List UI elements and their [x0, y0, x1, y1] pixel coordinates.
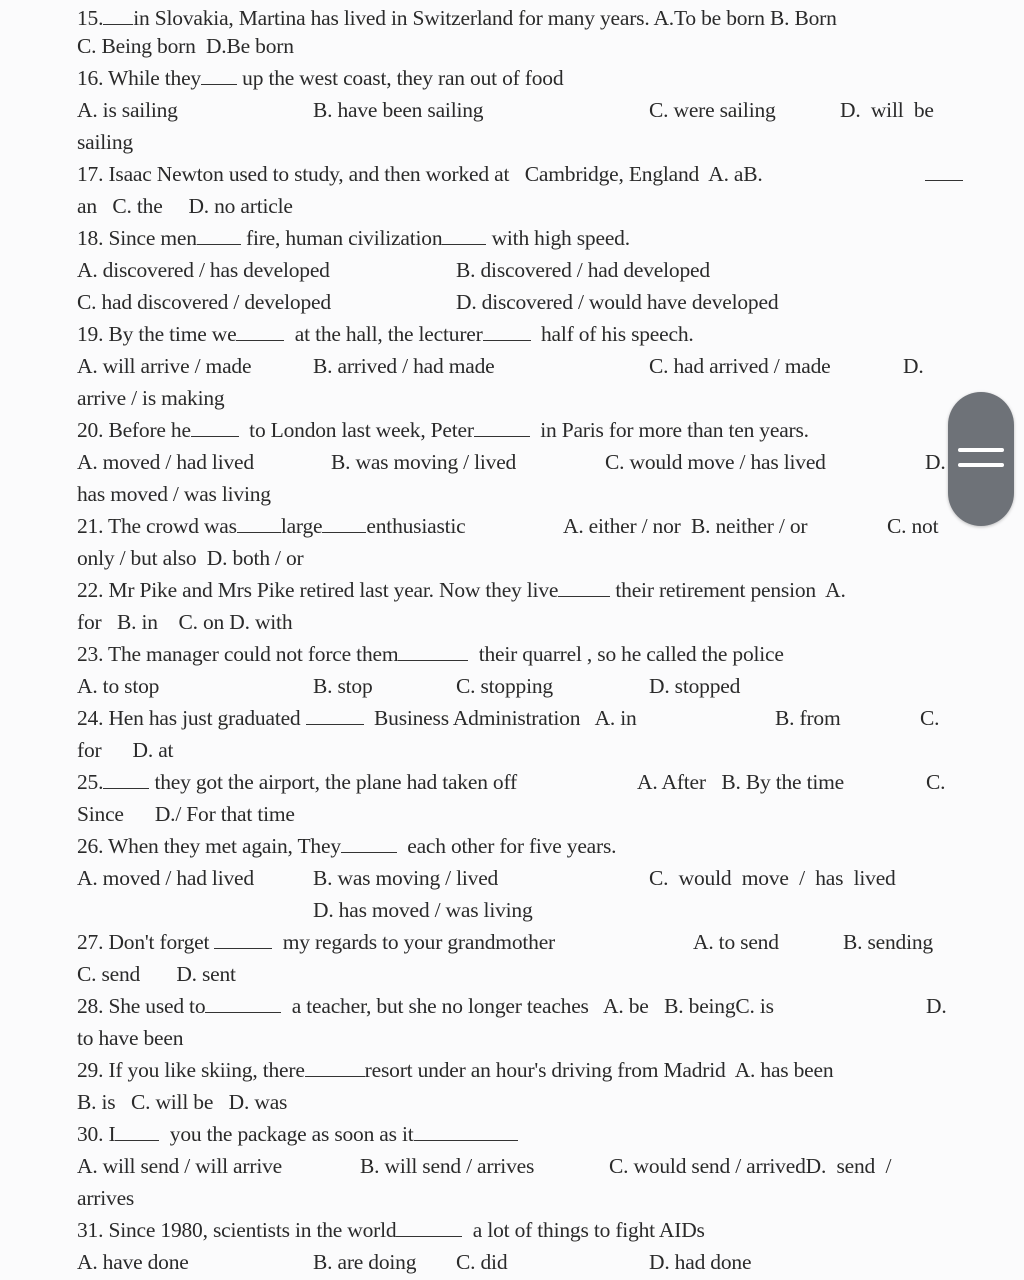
option-text — [456, 1246, 507, 1278]
text-line — [77, 798, 295, 830]
line-flow — [77, 802, 295, 826]
option-text — [649, 94, 776, 126]
text-line — [77, 990, 947, 1022]
line-flow — [77, 834, 616, 858]
text-segment: a lot of things to fight AIDs — [462, 1218, 705, 1242]
line-flow — [77, 1122, 518, 1146]
text-segment: my regards to your grandmother — [272, 930, 556, 954]
answer-blank[interactable] — [103, 2, 133, 25]
line-flow — [77, 1090, 287, 1114]
line-flow — [77, 130, 133, 154]
text-segment: for D. at — [77, 738, 174, 762]
line-flow — [77, 226, 630, 250]
option-text — [925, 158, 963, 190]
text-line — [77, 638, 784, 670]
line-flow — [77, 866, 254, 890]
text-segment: A. either / nor B. neither / or — [563, 514, 808, 538]
text-segment: to London last week, Peter — [238, 418, 474, 442]
text-segment: 20. Before he — [77, 418, 191, 442]
text-segment: sailing — [77, 130, 133, 154]
text-segment: with high speed. — [486, 226, 630, 250]
option-text — [926, 766, 945, 798]
answer-blank[interactable] — [197, 222, 241, 245]
text-segment: A. is sailing — [77, 98, 178, 122]
option-text — [649, 670, 740, 702]
text-line — [77, 94, 934, 126]
option-text — [563, 510, 807, 542]
line-flow — [77, 6, 837, 30]
answer-blank[interactable] — [925, 158, 963, 181]
answer-blank[interactable] — [322, 510, 366, 533]
text-segment: 27. Don't forget — [77, 930, 215, 954]
line-flow — [77, 962, 236, 986]
text-segment: A. to stop — [77, 674, 160, 698]
text-line — [77, 958, 236, 990]
text-line — [77, 1150, 892, 1182]
text-line — [77, 1246, 752, 1278]
answer-blank[interactable] — [201, 62, 237, 85]
option-text — [887, 510, 938, 542]
text-line — [77, 862, 896, 894]
option-text — [637, 766, 844, 798]
line-flow — [77, 322, 694, 346]
text-line — [77, 606, 292, 638]
answer-blank[interactable] — [483, 318, 531, 341]
answer-blank[interactable] — [398, 638, 468, 661]
text-segment: C. Being born D.Be born — [77, 34, 294, 58]
text-line — [77, 478, 271, 510]
text-line — [77, 318, 694, 350]
text-line — [77, 446, 946, 478]
text-segment: C. had arrived / made — [649, 354, 831, 378]
option-text — [649, 350, 830, 382]
text-line — [77, 1182, 134, 1214]
text-segment: A. will send / will arrive — [77, 1154, 282, 1178]
text-segment: C. send D. sent — [77, 962, 236, 986]
text-segment: 23. The manager could not force them — [77, 642, 399, 666]
text-line — [313, 894, 533, 926]
line-flow — [77, 162, 763, 186]
text-segment: arrive / is making — [77, 386, 225, 410]
option-text — [693, 926, 779, 958]
text-line — [77, 158, 763, 190]
text-segment: 24. Hen has just graduated — [77, 706, 306, 730]
text-segment: 17. Isaac Newton used to study, and then worked at — [77, 162, 515, 186]
line-flow — [77, 386, 224, 410]
text-segment: C. not — [887, 514, 939, 538]
text-segment: 31. Since 1980, scientists in the world — [77, 1218, 397, 1242]
text-segment: half of his speech. — [530, 322, 694, 346]
text-line — [77, 542, 304, 574]
answer-blank[interactable] — [442, 222, 486, 245]
text-segment: C. did — [456, 1250, 508, 1274]
line-flow — [77, 418, 809, 442]
text-segment: B. sending — [843, 930, 933, 954]
line-flow — [77, 98, 178, 122]
text-segment: D. — [925, 450, 946, 474]
answer-blank[interactable] — [558, 574, 610, 597]
line-flow — [77, 258, 330, 282]
text-segment: 25. — [77, 770, 104, 794]
text-segment: A. will arrive / made — [77, 354, 252, 378]
text-line — [77, 702, 940, 734]
text-segment: has moved / was living — [77, 482, 271, 506]
text-segment: they got the airport, the plane had taken off — [149, 770, 518, 794]
text-line — [77, 510, 939, 542]
text-segment: for B. in C. on D. with — [77, 610, 293, 634]
text-segment: A. After B. By the time — [637, 770, 844, 794]
text-segment: their quarrel , so he called the police — [468, 642, 784, 666]
text-segment: D. had done — [649, 1250, 752, 1274]
text-segment: A. have done — [77, 1250, 189, 1274]
option-text — [609, 1150, 891, 1182]
text-segment: B. was moving / lived — [313, 866, 499, 890]
text-segment: B. is C. will be D. was — [77, 1090, 288, 1114]
text-segment: 29. If you like skiing, there — [77, 1058, 305, 1082]
answer-blank[interactable] — [115, 1118, 159, 1141]
text-line — [77, 734, 173, 766]
line-flow — [77, 1026, 183, 1050]
text-segment: 19. By the time we — [77, 322, 237, 346]
text-line — [77, 766, 946, 798]
text-segment: A. moved / had lived — [77, 450, 254, 474]
handle-bar-top — [958, 448, 1004, 452]
line-flow — [77, 546, 304, 570]
line-flow — [77, 66, 563, 90]
text-line — [77, 414, 809, 446]
line-flow — [77, 290, 331, 314]
text-segment: C. stopping — [456, 674, 553, 698]
text-line — [77, 126, 133, 158]
option-text — [313, 350, 494, 382]
answer-blank[interactable] — [305, 1054, 365, 1077]
text-line — [77, 30, 294, 62]
line-flow — [77, 674, 159, 698]
text-segment: B. have been sailing — [313, 98, 484, 122]
text-segment: 15. — [77, 6, 104, 30]
text-segment: an C. the D. no article — [77, 194, 293, 218]
answer-blank[interactable] — [341, 830, 397, 853]
option-text — [925, 446, 946, 478]
line-flow — [77, 514, 466, 538]
text-line — [77, 222, 630, 254]
text-segment: 30. I — [77, 1122, 116, 1146]
line-flow — [77, 1058, 833, 1082]
text-segment: 22. Mr Pike and Mrs Pike retired last year. Now they live — [77, 578, 559, 602]
line-flow — [77, 34, 294, 58]
text-segment: D. discovered / would have developed — [456, 290, 779, 314]
line-flow — [77, 194, 293, 218]
text-segment: to have been — [77, 1026, 184, 1050]
text-segment: their retirement pension A. — [610, 578, 846, 602]
line-flow — [77, 1250, 189, 1274]
text-segment: Business Administration A. in — [363, 706, 637, 730]
text-line — [77, 1022, 183, 1054]
line-flow — [77, 578, 846, 602]
option-text — [456, 254, 710, 286]
answer-blank[interactable] — [214, 926, 272, 949]
text-segment: each other for five years. — [396, 834, 617, 858]
answer-blank[interactable] — [414, 1118, 518, 1141]
option-text — [331, 446, 516, 478]
text-segment: C. — [926, 770, 946, 794]
option-text — [360, 1150, 534, 1182]
text-line — [77, 926, 933, 958]
text-line — [77, 254, 710, 286]
text-line — [77, 1086, 287, 1118]
option-text — [313, 94, 483, 126]
text-segment: 16. While they — [77, 66, 201, 90]
text-segment: B. will send / arrives — [360, 1154, 535, 1178]
option-text — [649, 1246, 751, 1278]
line-flow — [77, 1154, 282, 1178]
text-segment: B. discovered / had developed — [456, 258, 710, 282]
text-segment: B. — [743, 162, 763, 186]
text-segment: B. are doing — [313, 1250, 417, 1274]
text-segment: enthusiastic — [366, 514, 466, 538]
text-segment: C. had discovered / developed — [77, 290, 331, 314]
line-flow — [77, 1218, 705, 1242]
text-segment: arrives — [77, 1186, 135, 1210]
text-line — [77, 190, 293, 222]
text-segment: D. has moved / was living — [313, 898, 533, 922]
text-segment: 28. She used to — [77, 994, 206, 1018]
text-segment: B. was moving / lived — [331, 450, 517, 474]
text-segment: resort under an hour's driving from Madrid A. has been — [364, 1058, 834, 1082]
line-flow — [77, 930, 555, 954]
option-text — [920, 702, 939, 734]
text-segment: in Slovakia, Martina has lived in Switzerland for many years. A.To be born B. Born — [133, 6, 837, 30]
line-flow — [77, 482, 271, 506]
text-line — [77, 382, 224, 414]
text-line — [77, 286, 779, 318]
text-segment: Cambridge, England A. a — [514, 162, 744, 186]
option-text — [649, 862, 896, 894]
line-flow — [77, 1186, 134, 1210]
option-text — [926, 990, 947, 1022]
drag-handle-icon[interactable] — [948, 392, 1014, 526]
text-segment: A. discovered / has developed — [77, 258, 330, 282]
text-segment: D. will be — [840, 98, 934, 122]
text-segment: at the hall, the lecturer — [284, 322, 483, 346]
option-text — [840, 94, 934, 126]
text-segment: B. arrived / had made — [313, 354, 495, 378]
text-segment: large — [280, 514, 323, 538]
answer-blank[interactable] — [306, 702, 364, 725]
text-line — [77, 1214, 705, 1246]
text-line — [77, 1054, 833, 1086]
answer-blank[interactable] — [191, 414, 239, 437]
option-text — [903, 350, 924, 382]
answer-blank[interactable] — [474, 414, 530, 437]
line-flow — [77, 738, 173, 762]
option-text — [313, 1246, 416, 1278]
text-line — [77, 670, 741, 702]
text-segment: B. stop — [313, 674, 373, 698]
text-segment: D. stopped — [649, 674, 741, 698]
line-flow — [77, 610, 292, 634]
line-flow — [77, 450, 254, 474]
text-segment: you the package as soon as it — [159, 1122, 414, 1146]
line-flow — [77, 706, 637, 730]
text-segment: only / but also D. both / or — [77, 546, 304, 570]
text-segment: D. — [903, 354, 924, 378]
option-text — [313, 862, 498, 894]
answer-blank[interactable] — [205, 990, 281, 1013]
handle-bar-bottom — [958, 463, 1004, 467]
line-flow — [313, 898, 533, 922]
text-segment: up the west coast, they ran out of food — [237, 66, 564, 90]
answer-blank[interactable] — [237, 510, 281, 533]
answer-blank[interactable] — [103, 766, 149, 789]
option-text — [456, 286, 778, 318]
text-segment: B. from — [775, 706, 841, 730]
text-segment: A. to send — [693, 930, 779, 954]
text-segment: a teacher, but she no longer teaches A. be B. beingC. is — [281, 994, 774, 1018]
text-segment: C. would send / arrivedD. send / — [609, 1154, 892, 1178]
text-line — [77, 350, 924, 382]
text-line — [77, 1118, 518, 1150]
text-segment: Since D./ For that time — [77, 802, 295, 826]
text-segment: C. were sailing — [649, 98, 776, 122]
text-segment: C. would move / has lived — [605, 450, 826, 474]
answer-blank[interactable] — [236, 318, 284, 341]
line-flow — [77, 642, 784, 666]
text-segment: 18. Since men — [77, 226, 197, 250]
text-segment: C. would move / has lived — [649, 866, 896, 890]
text-line — [77, 830, 616, 862]
option-text — [313, 670, 373, 702]
text-line — [77, 62, 563, 94]
line-flow — [77, 994, 774, 1018]
option-text — [843, 926, 933, 958]
text-segment: fire, human civilization — [240, 226, 443, 250]
line-flow — [77, 354, 251, 378]
option-text — [456, 670, 553, 702]
option-text — [605, 446, 826, 478]
text-segment: 26. When they met again, They — [77, 834, 341, 858]
line-flow — [77, 770, 517, 794]
answer-blank[interactable] — [396, 1214, 462, 1237]
text-segment: A. moved / had lived — [77, 866, 254, 890]
text-line — [77, 574, 846, 606]
text-segment: in Paris for more than ten years. — [529, 418, 809, 442]
option-text — [775, 702, 840, 734]
text-segment: C. — [920, 706, 940, 730]
text-segment: 21. The crowd was — [77, 514, 237, 538]
text-segment: D. — [926, 994, 947, 1018]
